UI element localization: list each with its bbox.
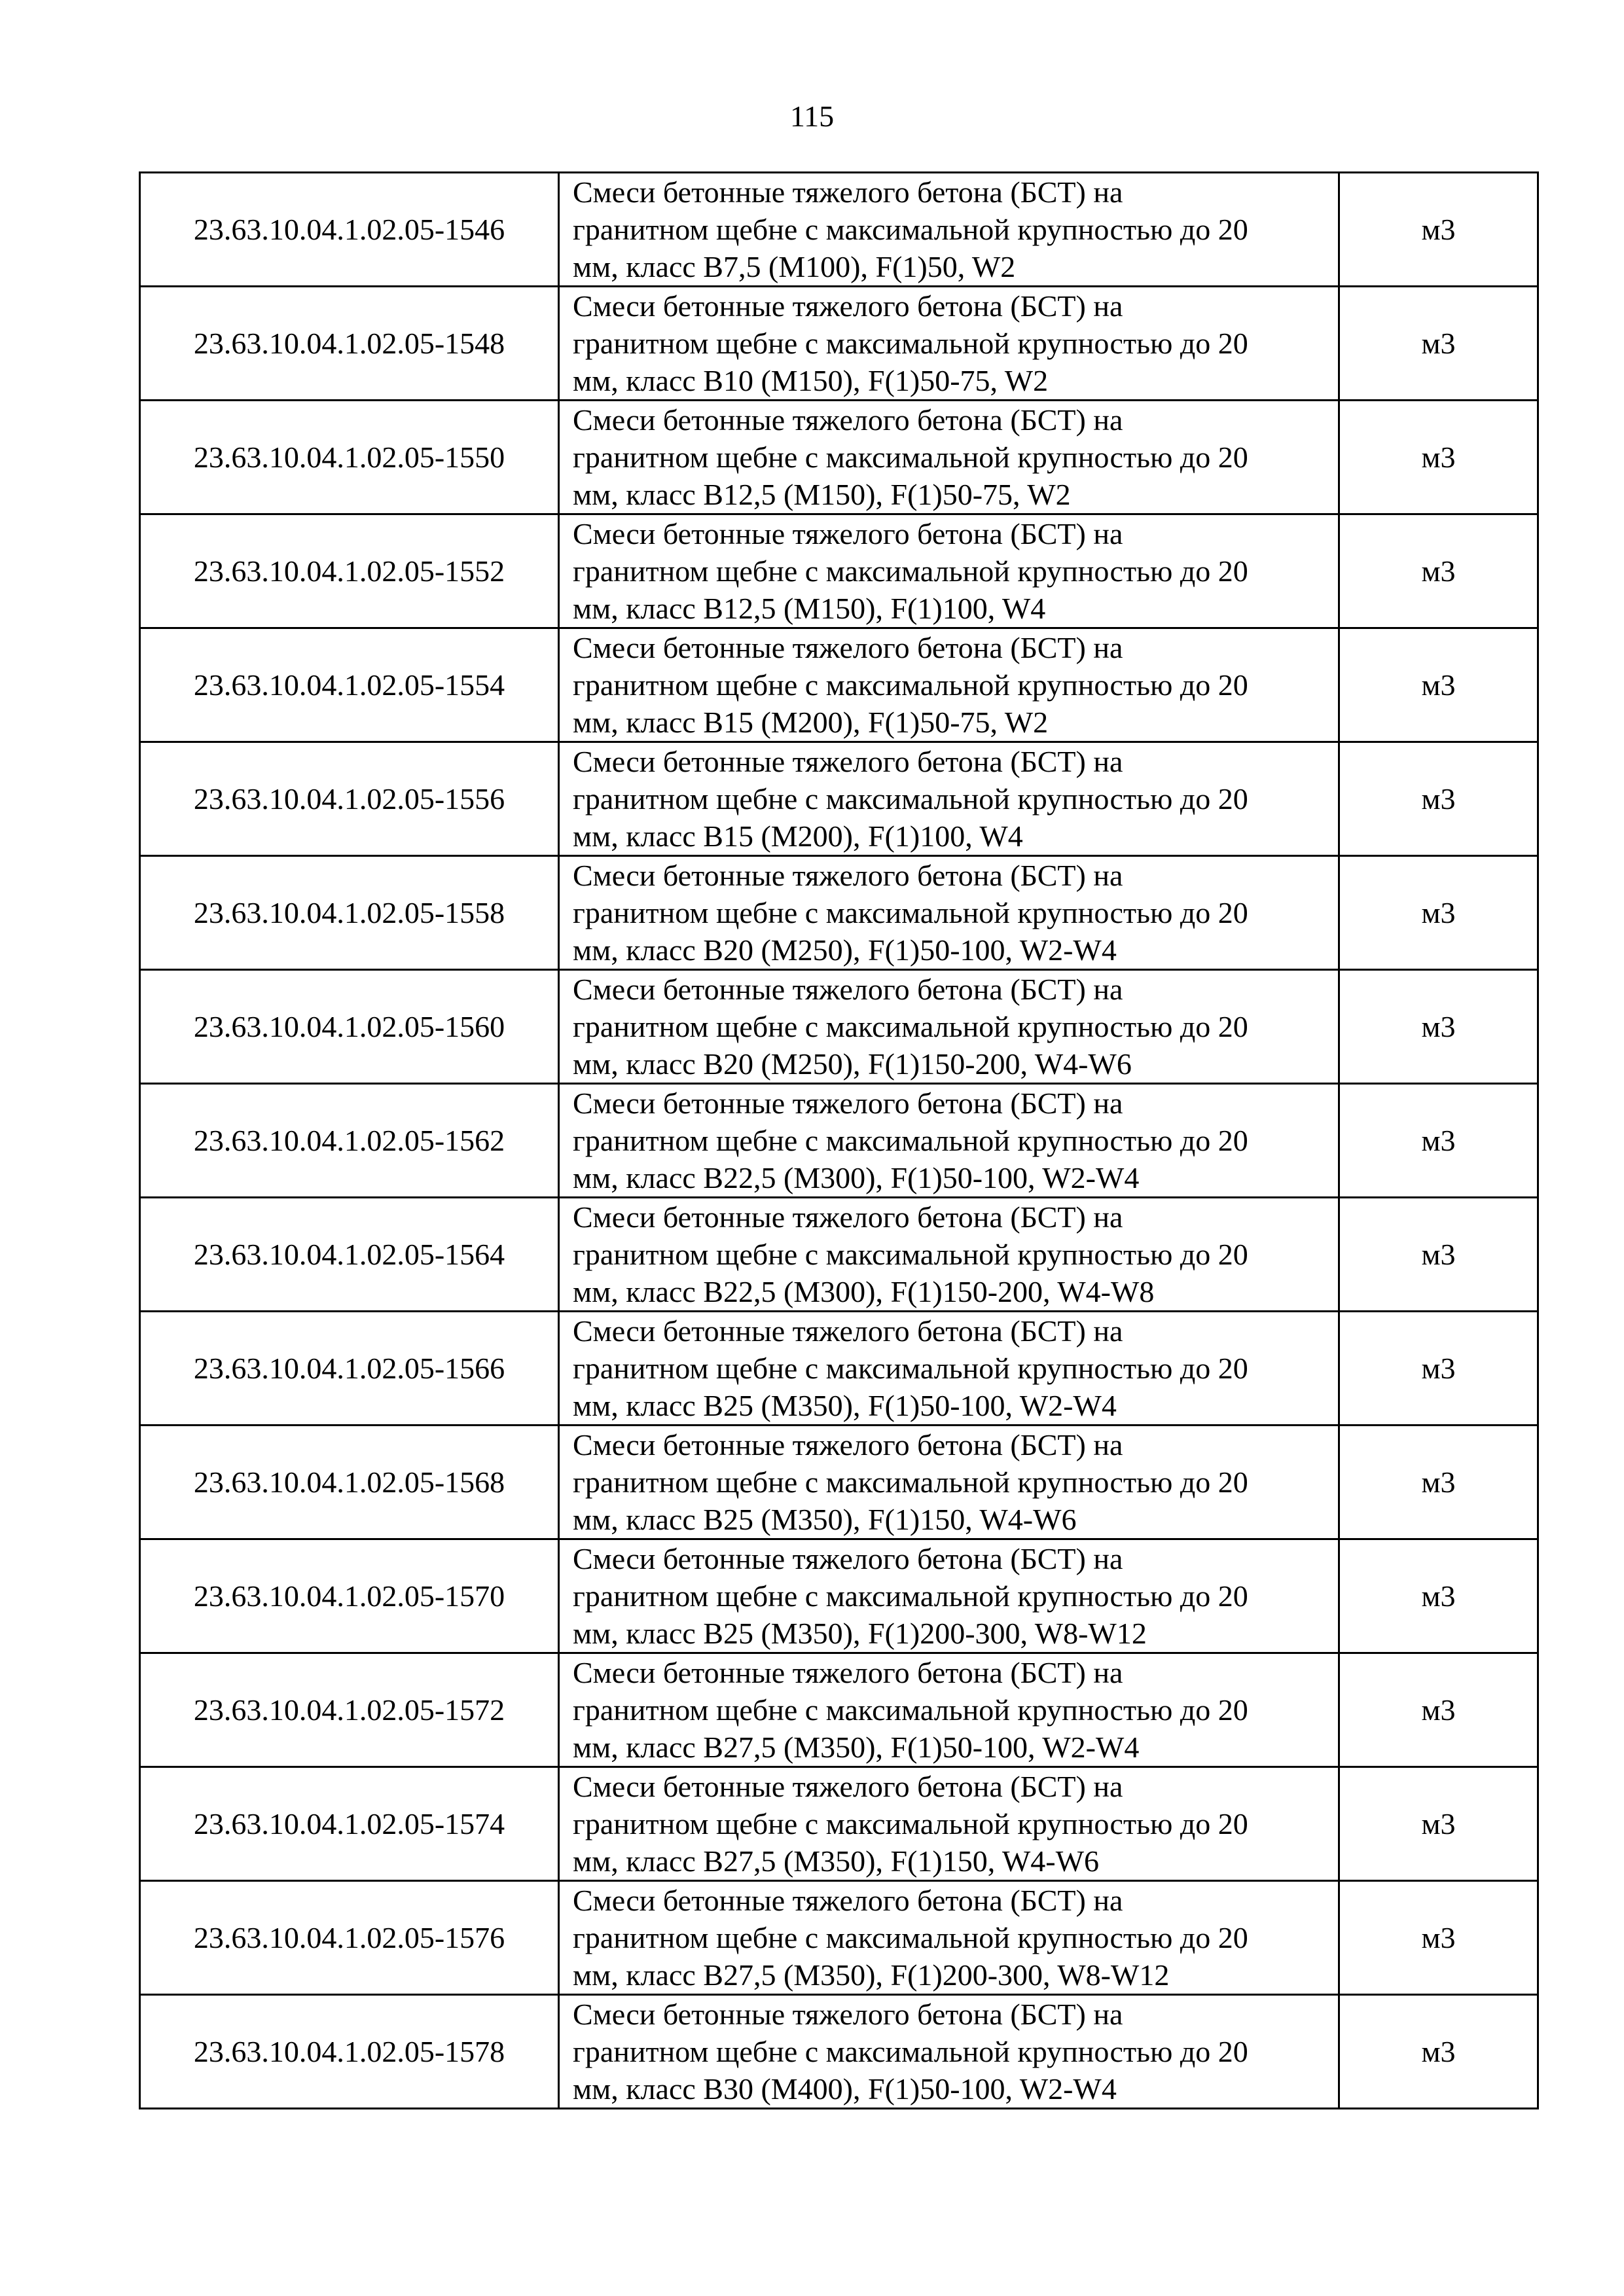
item-unit: м3 bbox=[1339, 287, 1538, 401]
table-row bbox=[140, 1881, 1538, 1995]
item-code: 23.63.10.04.1.02.05-1548 bbox=[140, 287, 559, 401]
description-line: Смеси бетонные тяжелого бетона (БСТ) на bbox=[573, 1200, 1123, 1234]
item-description bbox=[559, 1767, 1339, 1881]
table-row bbox=[140, 970, 1538, 1084]
item-unit: м3 bbox=[1339, 856, 1538, 970]
item-description bbox=[559, 628, 1339, 742]
description-line: мм, класс В27,5 (М350), F(1)150, W4-W6 bbox=[573, 1844, 1100, 1878]
description-line: Смеси бетонные тяжелого бетона (БСТ) на bbox=[573, 745, 1123, 778]
description-line: Смеси бетонные тяжелого бетона (БСТ) на bbox=[573, 403, 1123, 437]
description-line: гранитном щебне с максимальной крупностью до 20 bbox=[573, 1693, 1248, 1727]
item-unit: м3 bbox=[1339, 628, 1538, 742]
table-row bbox=[140, 401, 1538, 514]
description-line: мм, класс В22,5 (М300), F(1)150-200, W4-W8 bbox=[573, 1275, 1155, 1308]
table-row bbox=[140, 856, 1538, 970]
item-unit: м3 bbox=[1339, 514, 1538, 628]
table-row bbox=[140, 1426, 1538, 1539]
item-unit: м3 bbox=[1339, 1767, 1538, 1881]
item-unit: м3 bbox=[1339, 1198, 1538, 1312]
page-number: 115 bbox=[789, 99, 835, 133]
item-code: 23.63.10.04.1.02.05-1570 bbox=[140, 1539, 559, 1653]
description-line: Смеси бетонные тяжелого бетона (БСТ) на bbox=[573, 1314, 1123, 1348]
table-row bbox=[140, 1653, 1538, 1767]
table-body bbox=[140, 173, 1538, 2109]
description-line: Смеси бетонные тяжелого бетона (БСТ) на bbox=[573, 1770, 1123, 1803]
table-row bbox=[140, 628, 1538, 742]
description-line: гранитном щебне с максимальной крупностью до 20 bbox=[573, 1807, 1248, 1840]
description-line: Смеси бетонные тяжелого бетона (БСТ) на bbox=[573, 1998, 1123, 2031]
item-code: 23.63.10.04.1.02.05-1560 bbox=[140, 970, 559, 1084]
item-code: 23.63.10.04.1.02.05-1550 bbox=[140, 401, 559, 514]
description-line: гранитном щебне с максимальной крупностью до 20 bbox=[573, 213, 1248, 246]
description-line: Смеси бетонные тяжелого бетона (БСТ) на bbox=[573, 1656, 1123, 1689]
item-description bbox=[559, 1995, 1339, 2109]
item-unit: м3 bbox=[1339, 1881, 1538, 1995]
item-description bbox=[559, 1312, 1339, 1426]
description-line: мм, класс В7,5 (М100), F(1)50, W2 bbox=[573, 250, 1016, 283]
item-description bbox=[559, 401, 1339, 514]
description-line: Смеси бетонные тяжелого бетона (БСТ) на bbox=[573, 973, 1123, 1006]
description-line: мм, класс В25 (М350), F(1)200-300, W8-W12 bbox=[573, 1617, 1147, 1650]
description-line: гранитном щебне с максимальной крупностью до 20 bbox=[573, 668, 1248, 702]
item-unit: м3 bbox=[1339, 1995, 1538, 2109]
table-row bbox=[140, 514, 1538, 628]
description-line: мм, класс В20 (М250), F(1)150-200, W4-W6 bbox=[573, 1047, 1132, 1081]
item-description bbox=[559, 1084, 1339, 1198]
item-description bbox=[559, 173, 1339, 287]
item-unit: м3 bbox=[1339, 742, 1538, 856]
item-description bbox=[559, 1426, 1339, 1539]
description-line: гранитном щебне с максимальной крупностью до 20 bbox=[573, 782, 1248, 816]
item-code: 23.63.10.04.1.02.05-1552 bbox=[140, 514, 559, 628]
description-line: Смеси бетонные тяжелого бетона (БСТ) на bbox=[573, 289, 1123, 323]
description-line: гранитном щебне с максимальной крупностью до 20 bbox=[573, 1124, 1248, 1157]
item-code: 23.63.10.04.1.02.05-1562 bbox=[140, 1084, 559, 1198]
description-line: Смеси бетонные тяжелого бетона (БСТ) на bbox=[573, 517, 1123, 550]
item-unit: м3 bbox=[1339, 970, 1538, 1084]
description-line: гранитном щебне с максимальной крупностью до 20 bbox=[573, 2035, 1248, 2068]
item-unit: м3 bbox=[1339, 1539, 1538, 1653]
item-code: 23.63.10.04.1.02.05-1556 bbox=[140, 742, 559, 856]
table-row bbox=[140, 1198, 1538, 1312]
table-row bbox=[140, 1539, 1538, 1653]
item-code: 23.63.10.04.1.02.05-1546 bbox=[140, 173, 559, 287]
item-description bbox=[559, 1198, 1339, 1312]
description-line: мм, класс В12,5 (М150), F(1)50-75, W2 bbox=[573, 478, 1071, 511]
item-unit: м3 bbox=[1339, 1426, 1538, 1539]
table-row bbox=[140, 1312, 1538, 1426]
table-row bbox=[140, 1767, 1538, 1881]
description-line: гранитном щебне с максимальной крупностью до 20 bbox=[573, 1921, 1248, 1954]
description-line: мм, класс В15 (М200), F(1)100, W4 bbox=[573, 819, 1023, 853]
item-description bbox=[559, 970, 1339, 1084]
item-code: 23.63.10.04.1.02.05-1572 bbox=[140, 1653, 559, 1767]
description-line: мм, класс В22,5 (М300), F(1)50-100, W2-W4 bbox=[573, 1161, 1140, 1194]
item-unit: м3 bbox=[1339, 1312, 1538, 1426]
item-code: 23.63.10.04.1.02.05-1574 bbox=[140, 1767, 559, 1881]
description-line: гранитном щебне с максимальной крупностью до 20 bbox=[573, 896, 1248, 929]
description-line: гранитном щебне с максимальной крупностью до 20 bbox=[573, 1579, 1248, 1613]
item-unit: м3 bbox=[1339, 1084, 1538, 1198]
description-line: мм, класс В15 (М200), F(1)50-75, W2 bbox=[573, 706, 1049, 739]
item-description bbox=[559, 1539, 1339, 1653]
description-line: мм, класс В27,5 (М350), F(1)50-100, W2-W4 bbox=[573, 1731, 1140, 1764]
description-line: Смеси бетонные тяжелого бетона (БСТ) на bbox=[573, 631, 1123, 664]
item-description bbox=[559, 514, 1339, 628]
description-line: мм, класс В25 (М350), F(1)50-100, W2-W4 bbox=[573, 1389, 1117, 1422]
description-line: Смеси бетонные тяжелого бетона (БСТ) на bbox=[573, 859, 1123, 892]
table-row bbox=[140, 742, 1538, 856]
description-line: мм, класс В12,5 (М150), F(1)100, W4 bbox=[573, 592, 1046, 625]
table-row bbox=[140, 287, 1538, 401]
item-description bbox=[559, 856, 1339, 970]
description-line: мм, класс В25 (М350), F(1)150, W4-W6 bbox=[573, 1503, 1077, 1536]
description-line: гранитном щебне с максимальной крупностью до 20 bbox=[573, 327, 1248, 360]
item-code: 23.63.10.04.1.02.05-1566 bbox=[140, 1312, 559, 1426]
item-code: 23.63.10.04.1.02.05-1554 bbox=[140, 628, 559, 742]
item-description bbox=[559, 742, 1339, 856]
item-description bbox=[559, 1881, 1339, 1995]
item-unit: м3 bbox=[1339, 1653, 1538, 1767]
description-line: мм, класс В10 (М150), F(1)50-75, W2 bbox=[573, 364, 1049, 397]
materials-table bbox=[139, 171, 1539, 2109]
item-code: 23.63.10.04.1.02.05-1576 bbox=[140, 1881, 559, 1995]
table-row bbox=[140, 1995, 1538, 2109]
description-line: гранитном щебне с максимальной крупностью до 20 bbox=[573, 554, 1248, 588]
table-row bbox=[140, 1084, 1538, 1198]
description-line: Смеси бетонные тяжелого бетона (БСТ) на bbox=[573, 1542, 1123, 1575]
item-unit: м3 bbox=[1339, 173, 1538, 287]
description-line: мм, класс В27,5 (М350), F(1)200-300, W8-W12 bbox=[573, 1958, 1170, 1992]
item-code: 23.63.10.04.1.02.05-1558 bbox=[140, 856, 559, 970]
item-unit: м3 bbox=[1339, 401, 1538, 514]
item-code: 23.63.10.04.1.02.05-1564 bbox=[140, 1198, 559, 1312]
description-line: мм, класс В30 (М400), F(1)50-100, W2-W4 bbox=[573, 2072, 1117, 2106]
description-line: Смеси бетонные тяжелого бетона (БСТ) на bbox=[573, 1086, 1123, 1120]
item-description bbox=[559, 287, 1339, 401]
description-line: Смеси бетонные тяжелого бетона (БСТ) на bbox=[573, 175, 1123, 209]
item-code: 23.63.10.04.1.02.05-1568 bbox=[140, 1426, 559, 1539]
description-line: мм, класс В20 (М250), F(1)50-100, W2-W4 bbox=[573, 933, 1117, 967]
description-line: Смеси бетонные тяжелого бетона (БСТ) на bbox=[573, 1884, 1123, 1917]
description-line: гранитном щебне с максимальной крупностью до 20 bbox=[573, 440, 1248, 474]
description-line: гранитном щебне с максимальной крупностью до 20 bbox=[573, 1465, 1248, 1499]
item-code: 23.63.10.04.1.02.05-1578 bbox=[140, 1995, 559, 2109]
description-line: гранитном щебне с максимальной крупностью до 20 bbox=[573, 1352, 1248, 1385]
table-row bbox=[140, 173, 1538, 287]
description-line: гранитном щебне с максимальной крупностью до 20 bbox=[573, 1238, 1248, 1271]
description-line: Смеси бетонные тяжелого бетона (БСТ) на bbox=[573, 1428, 1123, 1462]
description-line: гранитном щебне с максимальной крупностью до 20 bbox=[573, 1010, 1248, 1043]
item-description bbox=[559, 1653, 1339, 1767]
